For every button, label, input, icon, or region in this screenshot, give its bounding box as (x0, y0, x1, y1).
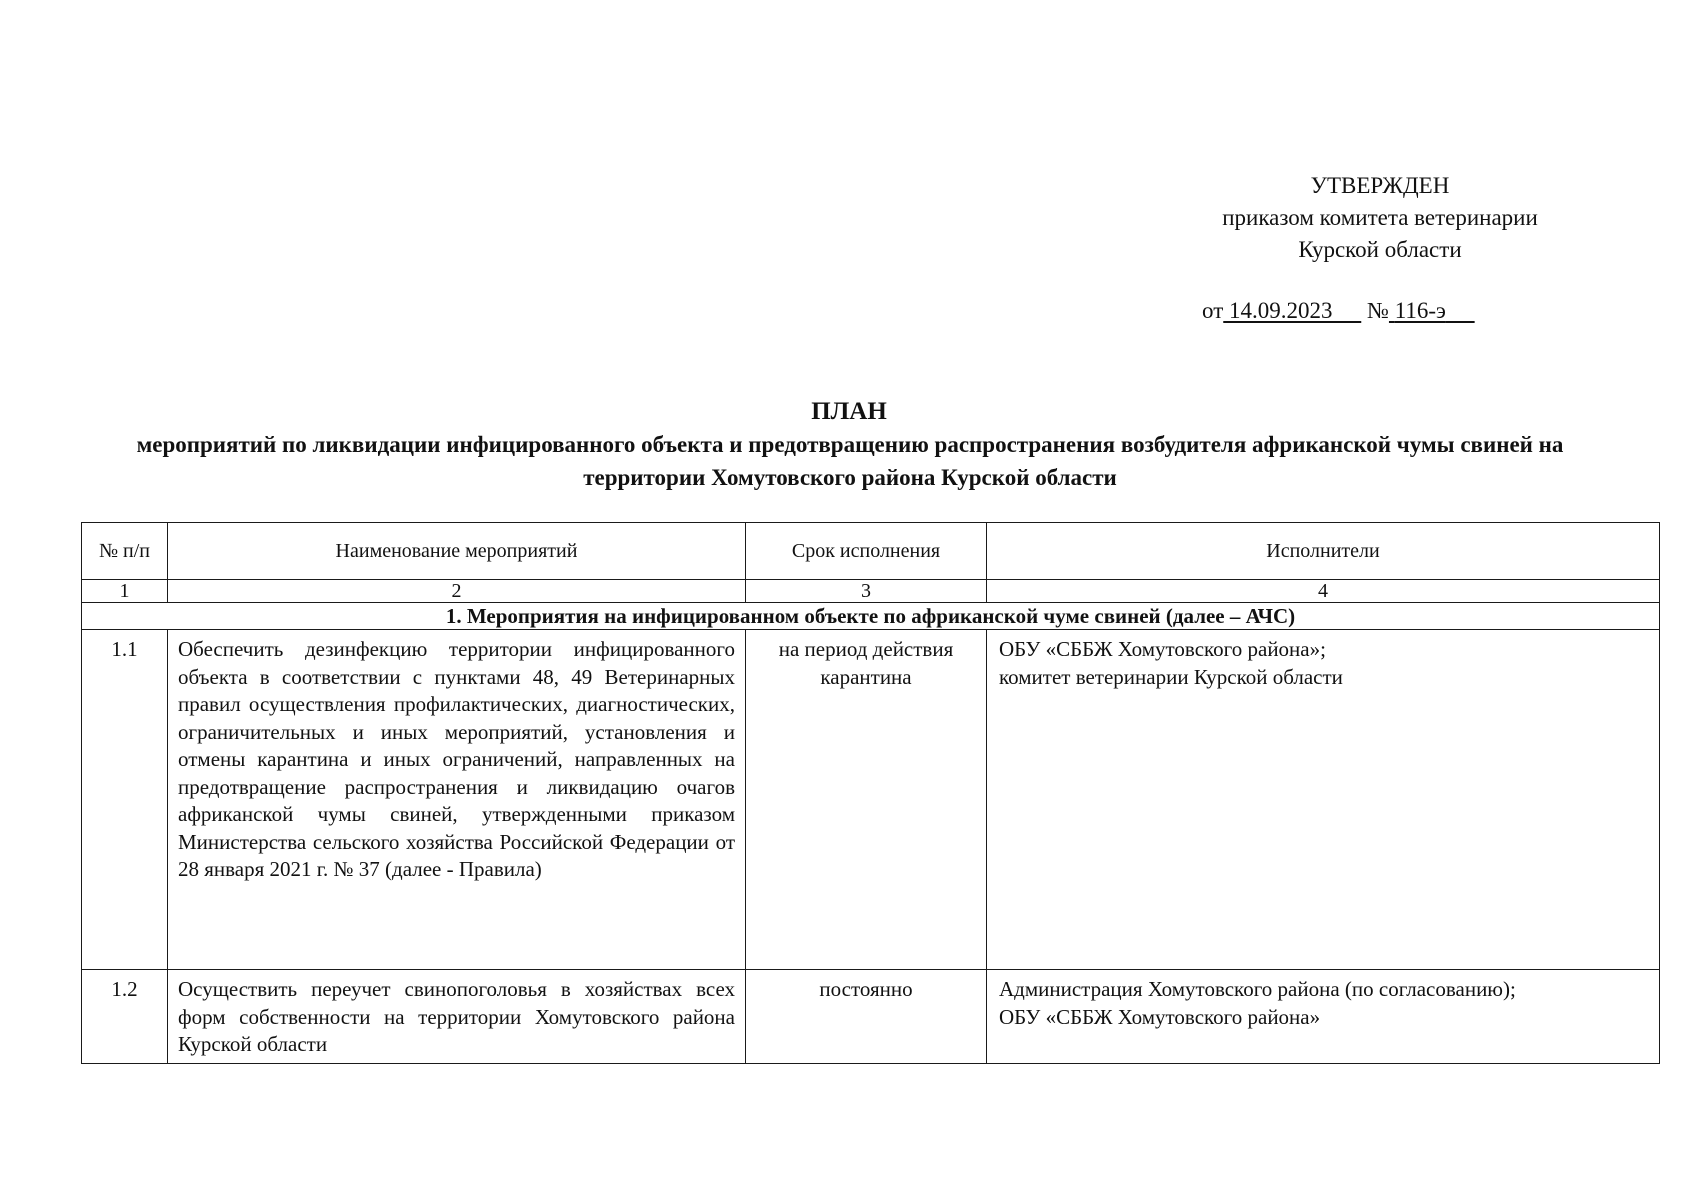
row-term: постоянно (746, 970, 987, 1064)
executor: комитет ветеринарии Курской области (999, 664, 1343, 689)
executor: ОБУ «СББЖ Хомутовского района»; (999, 637, 1326, 661)
header-number: № п/п (82, 523, 168, 580)
column-number: 3 (746, 580, 987, 603)
column-number: 2 (168, 580, 746, 603)
order-reference (1202, 296, 1475, 326)
section-row (82, 603, 1660, 630)
plan-table (81, 522, 1660, 1064)
document-subtitle: мероприятий по ликвидации инфицированного объекта и предотвращению распространения возбудителя африканской чумы свиней на территории Хомутовского района Курской области (136, 432, 1564, 490)
executor: ОБУ «СББЖ Хомутовского района» (999, 1004, 1321, 1029)
approval-order-issuer: приказом комитета ветеринарии (1222, 205, 1538, 230)
executor: Администрация Хомутовского района (по согласованию); (999, 977, 1516, 1001)
order-date: 14.09.2023 (1229, 298, 1333, 323)
approval-region: Курской области (1298, 237, 1462, 262)
row-number: 1.2 (82, 970, 168, 1064)
section-title: 1. Мероприятия на инфицированном объекте по африканской чуме свиней (далее – АЧС) (82, 603, 1660, 630)
header-term: Срок исполнения (746, 523, 987, 580)
table-header-row (82, 523, 1660, 580)
column-number: 1 (82, 580, 168, 603)
approval-stamp (1170, 170, 1590, 266)
header-name: Наименование мероприятий (168, 523, 746, 580)
order-number-label: № (1367, 298, 1389, 323)
document-title: ПЛАН (811, 398, 887, 425)
table-row (82, 970, 1660, 1064)
row-term: на период действия карантина (746, 630, 987, 970)
row-executors (987, 630, 1660, 970)
approval-heading: УТВЕРЖДЕН (1310, 173, 1450, 198)
column-number-row (82, 580, 1660, 603)
order-number: 116-э (1394, 298, 1446, 323)
header-executors: Исполнители (987, 523, 1660, 580)
column-number: 4 (987, 580, 1660, 603)
row-measure: Осуществить переучет свинопоголовья в хозяйствах всех форм собственности на территории Хомутовского района Курской области (168, 970, 746, 1064)
row-measure: Обеспечить дезинфекцию территории инфицированного объекта в соответствии с пунктами 48, 49 Ветеринарных правил осуществления профилактических, диагностических, ограничительных и иных мероприятий, установления и отмены карантина и иных ограничений, направленных на предотвращение распространения и ликвидацию очагов африканской чумы свиней, утвержденными приказом Министерства сельского хозяйства Российской Федерации от 28 января 2021 г. № 37 (далее - Правила) (168, 630, 746, 970)
row-executors (987, 970, 1660, 1064)
row-number: 1.1 (82, 630, 168, 970)
table-row (82, 630, 1660, 970)
order-from-label: от (1202, 298, 1224, 323)
